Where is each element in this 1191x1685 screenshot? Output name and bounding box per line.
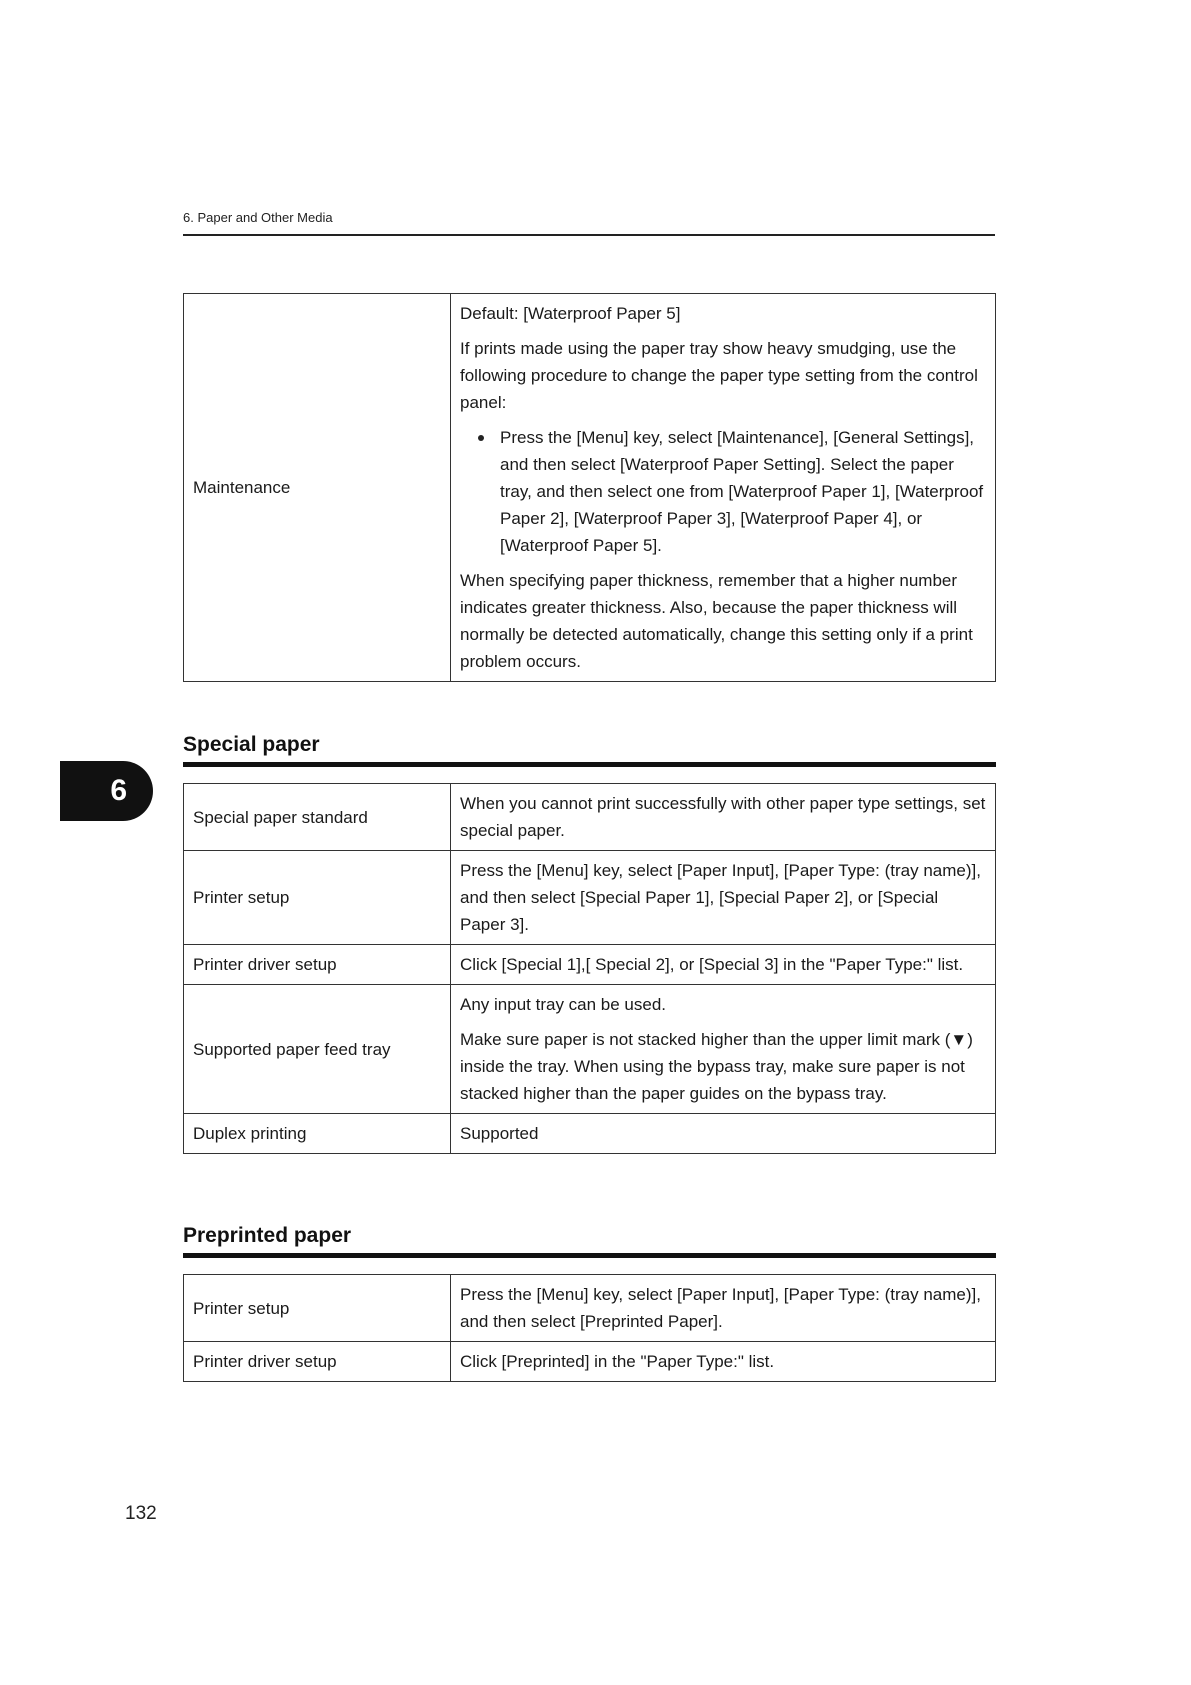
table-row [184, 945, 996, 985]
table-row [184, 851, 996, 945]
page-number: 132 [125, 1503, 157, 1524]
intro-text: If prints made using the paper tray show heavy smudging, use the following procedure to change the paper type setting from the control panel: [460, 339, 978, 412]
row-label: Supported paper feed tray [184, 985, 451, 1114]
row-value [451, 294, 996, 682]
procedure-list [460, 424, 987, 559]
value-text: When you cannot print successfully with other paper type settings, set special paper. [460, 794, 986, 840]
list-item: Press the [Menu] key, select [Maintenance], [General Settings], and then select [Waterproof Paper Setting]. Select the paper tray, and then select one from [Waterproof Paper 1], [Waterproof Paper 2], [Waterproof Paper 3], [Waterproof Paper 4], or [Waterproof Paper 5]. [476, 424, 987, 559]
table-row [184, 1114, 996, 1154]
row-value [451, 851, 996, 945]
maintenance-table [183, 293, 996, 682]
row-label: Maintenance [184, 294, 451, 682]
row-value [451, 1342, 996, 1382]
table-row [184, 294, 996, 682]
row-label: Printer setup [184, 851, 451, 945]
row-label: Printer driver setup [184, 945, 451, 985]
row-label: Printer setup [184, 1275, 451, 1342]
row-value [451, 784, 996, 851]
value-text: Any input tray can be used. [460, 995, 667, 1014]
section-title-preprinted-paper: Preprinted paper [183, 1224, 352, 1247]
header-rule [183, 234, 995, 236]
row-value [451, 985, 996, 1114]
note-text: When specifying paper thickness, remember that a higher number indicates greater thickness. Also, because the paper thickness will normally be detected automatically, change this setting only if a print problem occurs. [460, 571, 973, 671]
special-paper-table [183, 783, 996, 1154]
value-text: Press the [Menu] key, select [Paper Input], [Paper Type: (tray name)], and then select [Special Paper 1], [Special Paper 2], or [Special Paper 3]. [460, 861, 981, 934]
section-rule [183, 1253, 996, 1258]
table-row [184, 784, 996, 851]
value-text: Press the [Menu] key, select [Paper Input], [Paper Type: (tray name)], and then select [Preprinted Paper]. [460, 1285, 981, 1331]
row-value [451, 945, 996, 985]
running-head: 6. Paper and Other Media [183, 210, 333, 225]
default-text: Default: [Waterproof Paper 5] [460, 304, 681, 323]
section-rule [183, 762, 996, 767]
row-value [451, 1114, 996, 1154]
row-label: Special paper standard [184, 784, 451, 851]
chapter-tab: 6 [60, 761, 153, 821]
section-title-special-paper: Special paper [183, 733, 320, 756]
value-text: Click [Preprinted] in the "Paper Type:" list. [460, 1352, 775, 1371]
preprinted-paper-table [183, 1274, 996, 1382]
table-row [184, 1342, 996, 1382]
row-label: Duplex printing [184, 1114, 451, 1154]
table-row [184, 985, 996, 1114]
value-text-2: Make sure paper is not stacked higher than the upper limit mark (▼) inside the tray. When using the bypass tray, make sure paper is not stacked higher than the paper guides on the bypass tray. [460, 1030, 973, 1103]
value-text: Click [Special 1],[ Special 2], or [Special 3] in the "Paper Type:" list. [460, 955, 964, 974]
row-label: Printer driver setup [184, 1342, 451, 1382]
value-text: Supported [460, 1124, 539, 1143]
table-row [184, 1275, 996, 1342]
row-value [451, 1275, 996, 1342]
